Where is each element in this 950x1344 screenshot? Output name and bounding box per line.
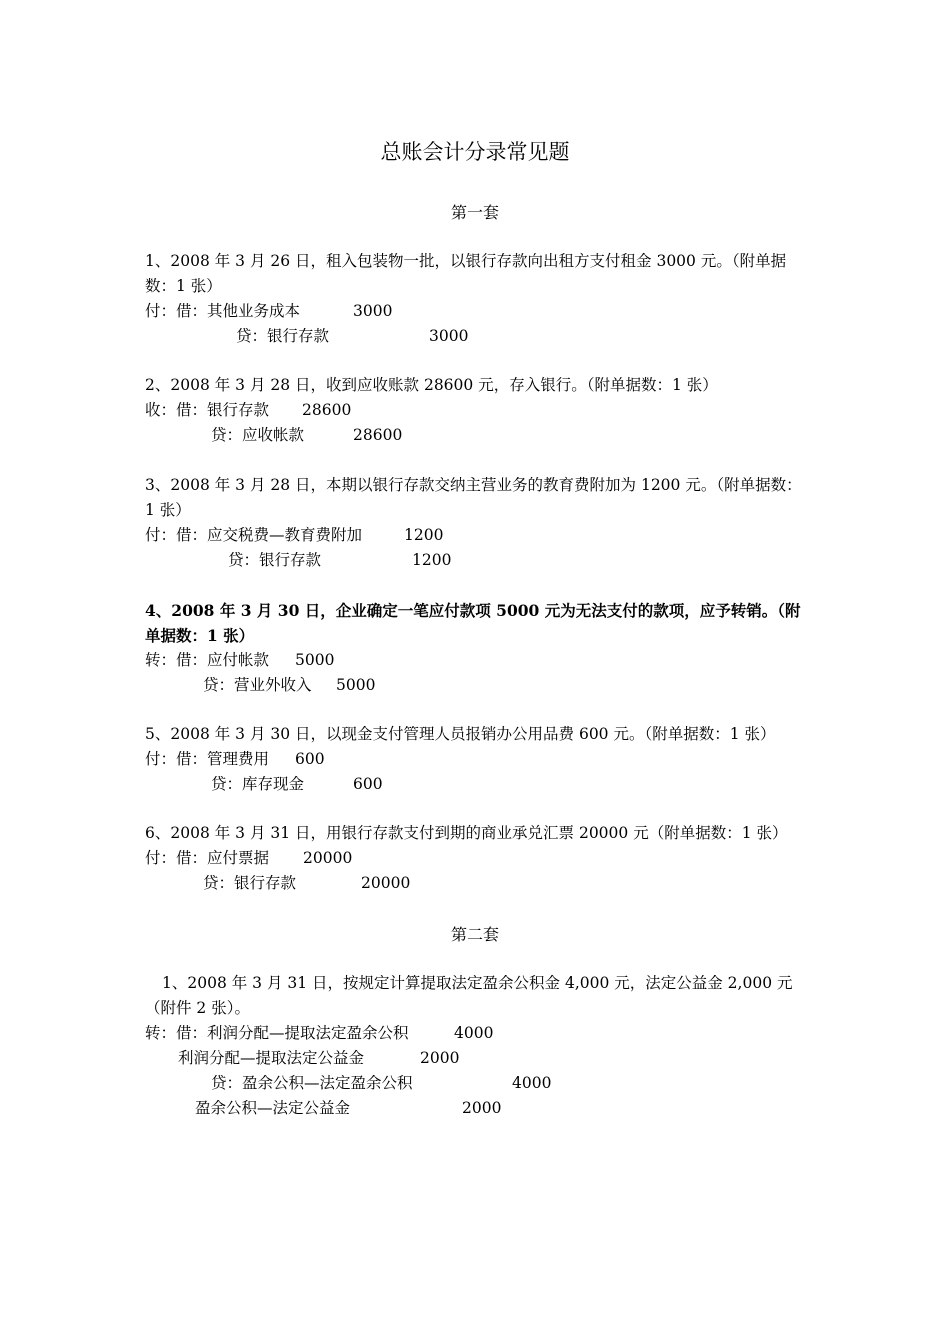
set1-q1-credit-account: 贷：银行存款 xyxy=(236,327,330,345)
set1-q6-credit-amount: 20000 xyxy=(361,874,411,892)
set1-q1-credit-amount: 3000 xyxy=(429,327,469,345)
set1-q5-text-line1: 5、2008 年 3 月 30 日，以现金支付管理人员报销办公用品费 600 元。（附单据数：1 张） xyxy=(145,725,776,743)
set1-q4-text-line1: 4、2008 年 3 月 30 日，企业确定一笔应付款项 5000 元为无法支付的款项，应予转销。（附 xyxy=(145,601,801,620)
set1-q6-credit-account: 贷：银行存款 xyxy=(203,874,297,892)
set1-heading: 第一套 xyxy=(450,203,499,222)
set1-q6-debit-account: 付：借：应付票据 xyxy=(145,849,270,867)
set1-q1-text-line2: 数：1 张） xyxy=(145,277,222,295)
document-title: 总账会计分录常见题 xyxy=(380,140,570,164)
set2-q1-text-line2: （附件 2 张）。 xyxy=(145,999,250,1017)
set1-q2-debit-amount: 28600 xyxy=(302,401,352,419)
set1-q1-debit-account: 付：借：其他业务成本 xyxy=(145,302,301,320)
set1-q2-credit-account: 贷：应收帐款 xyxy=(211,426,305,444)
set1-q3-debit-account: 付：借：应交税费—教育费附加 xyxy=(145,526,363,544)
set1-q2-text-line1: 2、2008 年 3 月 28 日，收到应收账款 28600 元，存入银行。（附单据数：1 张） xyxy=(145,376,718,394)
set2-q1-credit1-amount: 4000 xyxy=(512,1074,552,1092)
set1-q1-debit-amount: 3000 xyxy=(353,302,393,320)
set2-q1-credit2-amount: 2000 xyxy=(462,1099,502,1117)
set2-q1-text-line1: 1、2008 年 3 月 31 日，按规定计算提取法定盈余公积金 4,000 元，法定公益金 2,000 元 xyxy=(162,974,793,992)
set1-q6-text-line1: 6、2008 年 3 月 31 日，用银行存款支付到期的商业承兑汇票 20000 元（附单据数：1 张） xyxy=(145,824,788,842)
set1-q3-credit-account: 贷：银行存款 xyxy=(228,551,322,569)
set1-q4-debit-account: 转：借：应付帐款 xyxy=(145,651,270,669)
set1-q6-debit-amount: 20000 xyxy=(303,849,353,867)
set2-q1-credit2-account: 盈余公积—法定公益金 xyxy=(195,1099,351,1117)
set1-q4-debit-amount: 5000 xyxy=(295,651,335,669)
set1-q1-text-line1: 1、2008 年 3 月 26 日，租入包装物一批，以银行存款向出租方支付租金 3000 元。（附单据 xyxy=(145,252,787,270)
set2-q1-debit1-amount: 4000 xyxy=(454,1024,494,1042)
set2-q1-debit2-amount: 2000 xyxy=(420,1049,460,1067)
set1-q3-credit-amount: 1200 xyxy=(412,551,452,569)
set2-q1-debit1-account: 转：借：利润分配—提取法定盈余公积 xyxy=(145,1024,409,1042)
set1-q5-credit-account: 贷：库存现金 xyxy=(211,775,305,793)
set1-q3-text-line1: 3、2008 年 3 月 28 日，本期以银行存款交纳主营业务的教育费附加为 1200 元。（附单据数： xyxy=(145,476,802,494)
set1-q5-credit-amount: 600 xyxy=(353,775,383,793)
set2-q1-credit1-account: 贷：盈余公积—法定盈余公积 xyxy=(211,1074,413,1092)
set2-heading: 第二套 xyxy=(450,925,499,944)
set1-q2-debit-account: 收：借：银行存款 xyxy=(145,401,270,419)
set1-q2-credit-amount: 28600 xyxy=(353,426,403,444)
set1-q5-debit-account: 付：借：管理费用 xyxy=(145,750,270,768)
set1-q4-credit-account: 贷：营业外收入 xyxy=(203,676,312,694)
set2-q1-debit2-account: 利润分配—提取法定公益金 xyxy=(178,1049,365,1067)
set1-q3-debit-amount: 1200 xyxy=(404,526,444,544)
set1-q4-credit-amount: 5000 xyxy=(336,676,376,694)
set1-q4-text-line2: 单据数：1 张） xyxy=(145,626,255,645)
set1-q3-text-line2: 1 张） xyxy=(145,501,191,519)
set1-q5-debit-amount: 600 xyxy=(295,750,325,768)
